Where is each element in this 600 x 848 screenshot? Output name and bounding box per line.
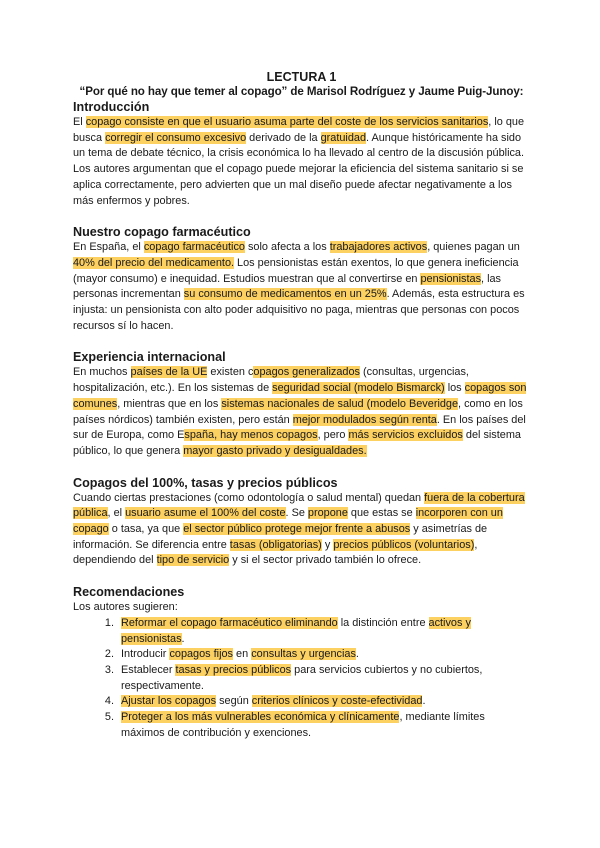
heading-introduccion: Introducción	[73, 100, 150, 114]
paragraph-experiencia-internacional	[73, 365, 530, 459]
heading-copago-farmaceutico: Nuestro copago farmacéutico	[73, 225, 251, 240]
text: . En los países del sur de Europa, como E	[73, 413, 526, 442]
highlight: copagos fijos	[169, 648, 234, 661]
text: Introducir	[121, 648, 170, 661]
highlight: opagos generalizados	[253, 366, 360, 379]
text: que estas se	[347, 507, 416, 520]
text: y	[321, 538, 334, 551]
text: , mientras que en los	[117, 397, 222, 410]
text: , mediante límites máximos de contribución y exenciones.	[121, 711, 485, 739]
text: para servicios cubiertos y no cubiertos, respectivamente.	[121, 663, 483, 692]
heading-experiencia-internacional: Experiencia internacional	[73, 350, 226, 365]
text: la distinción entre	[337, 616, 429, 629]
text: Establecer	[121, 663, 176, 676]
list-item	[117, 710, 530, 741]
paragraph-introduccion	[73, 115, 530, 209]
highlight: propone	[307, 507, 348, 520]
highlight: Ajustar los copagos	[121, 695, 217, 708]
text: Los pensionistas están exentos, lo que genera ineficiencia (mayor consumo) e inequidad. Estudios muestran que al convertirse en	[73, 256, 519, 285]
list-item	[117, 663, 530, 694]
document-subtitle: “Por qué no hay que temer al copago” de Marisol Rodríguez y Jaume Puig-Junoy:	[79, 85, 524, 98]
section-copago-farmaceutico	[73, 224, 530, 334]
text: . Se	[285, 507, 308, 520]
highlight: mejor modulados según renta	[292, 413, 437, 426]
highlight: pensionistas	[420, 272, 482, 285]
highlight: sistemas nacionales de salud (modelo Beveridge	[221, 397, 459, 410]
highlight: incorporen con un copago	[73, 507, 503, 536]
highlight: consultas y urgencias	[251, 648, 356, 661]
heading-recomendaciones: Recomendaciones	[73, 585, 185, 600]
highlight: su consumo de medicamentos en un 25%	[183, 288, 387, 301]
text: , las personas incrementan	[73, 272, 501, 301]
highlight: 40% del precio del medicamento.	[73, 256, 235, 269]
list-item	[117, 616, 530, 647]
heading-copagos-100: Copagos del 100%, tasas y precios públicos	[73, 475, 338, 490]
text: En muchos	[73, 366, 131, 379]
text: , quienes pagan un	[427, 241, 520, 254]
text: .	[422, 695, 426, 708]
text: o tasa, ya que	[108, 523, 184, 536]
highlight: Proteger a los más vulnerables económica y clínicamente	[121, 711, 400, 724]
text: , dependiendo del	[73, 538, 478, 567]
highlight: más servicios excluidos	[348, 429, 463, 442]
highlight: gratuidad	[320, 131, 367, 144]
text: , pero	[317, 429, 349, 442]
highlight: el sector público protege mejor frente a abusos	[183, 523, 411, 536]
text: existen c	[207, 366, 254, 379]
text: según	[216, 695, 252, 708]
section-recomendaciones	[73, 584, 530, 741]
text: .	[181, 632, 185, 645]
highlight: usuario asume el 100% del coste	[125, 507, 286, 520]
text: , el	[107, 507, 126, 520]
document-title: LECTURA 1	[266, 70, 337, 84]
highlight: fuera de la cobertura pública	[73, 491, 525, 520]
paragraph-copagos-100	[73, 491, 530, 570]
highlight: Reformar el copago farmacéutico eliminando	[121, 616, 338, 629]
highlight: copago consiste en que el usuario asuma parte del coste de los servicios sanitarios	[85, 116, 489, 128]
text: El	[73, 116, 86, 128]
highlight: tipo de servicio	[156, 554, 230, 567]
highlight: criterios clínicos y coste-efectividad	[251, 695, 423, 708]
text: los	[444, 382, 465, 395]
highlight: copagos son comunes	[73, 382, 527, 410]
highlight: corregir el consumo excesivo	[105, 131, 247, 144]
highlight: activos y pensionistas	[121, 616, 471, 645]
recomendaciones-list	[73, 616, 530, 742]
text: . Aunque históricamente ha sido un tema de debate técnico, la crisis económica lo ha llevado al centro de la discusión pública. Los autores argumentan que el copago puede mejorar la eficiencia del sistema sanitario si se aplica correctamente, pero advierten que un mal diseño puede afectar negativamente a los más enfermos y pobres.	[73, 131, 525, 207]
section-introduccion	[73, 99, 530, 209]
text: solo afecta a los	[244, 241, 330, 254]
list-item	[117, 647, 530, 663]
text: (consultas, urgencias, hospitalización, etc.). En los sistemas de	[73, 366, 469, 395]
paragraph-copago-farmaceutico	[73, 240, 530, 334]
text: derivado de la	[246, 131, 321, 144]
highlight: mayor gasto privado y desigualdades.	[183, 444, 367, 457]
section-copagos-100	[73, 475, 530, 570]
text: , lo que busca	[73, 116, 525, 144]
section-experiencia-internacional	[73, 349, 530, 459]
text: y asimetrías de información. Se diferencia entre	[73, 523, 488, 551]
text: y si el sector privado también lo ofrece.	[229, 554, 422, 567]
highlight: copago farmacéutico	[143, 241, 245, 254]
highlight: países de la UE	[130, 366, 208, 379]
highlight: spaña, hay menos copagos	[184, 429, 318, 442]
text: Cuando ciertas prestaciones (como odontología o salud mental) quedan	[73, 491, 425, 504]
highlight: tasas (obligatorias)	[229, 538, 322, 551]
list-item	[117, 694, 530, 710]
text: .	[355, 648, 359, 661]
highlight: trabajadores activos	[329, 241, 428, 254]
text: En España, el	[73, 241, 144, 254]
text: en	[233, 648, 252, 661]
highlight: seguridad social (modelo Bismarck)	[272, 382, 445, 395]
recomendaciones-intro: Los autores sugieren:	[73, 601, 178, 614]
highlight: tasas y precios públicos	[175, 663, 292, 676]
text: del sistema público, lo que genera	[73, 429, 521, 457]
text: , como en los países nórdicos) también existen, pero están	[73, 397, 523, 426]
highlight: precios públicos (voluntarios)	[333, 538, 475, 551]
text: . Además, esta estructura es injusta: un pensionista con alto poder adquisitivo no paga, mientras que personas con pocos recursos sí lo hacen.	[73, 288, 525, 332]
